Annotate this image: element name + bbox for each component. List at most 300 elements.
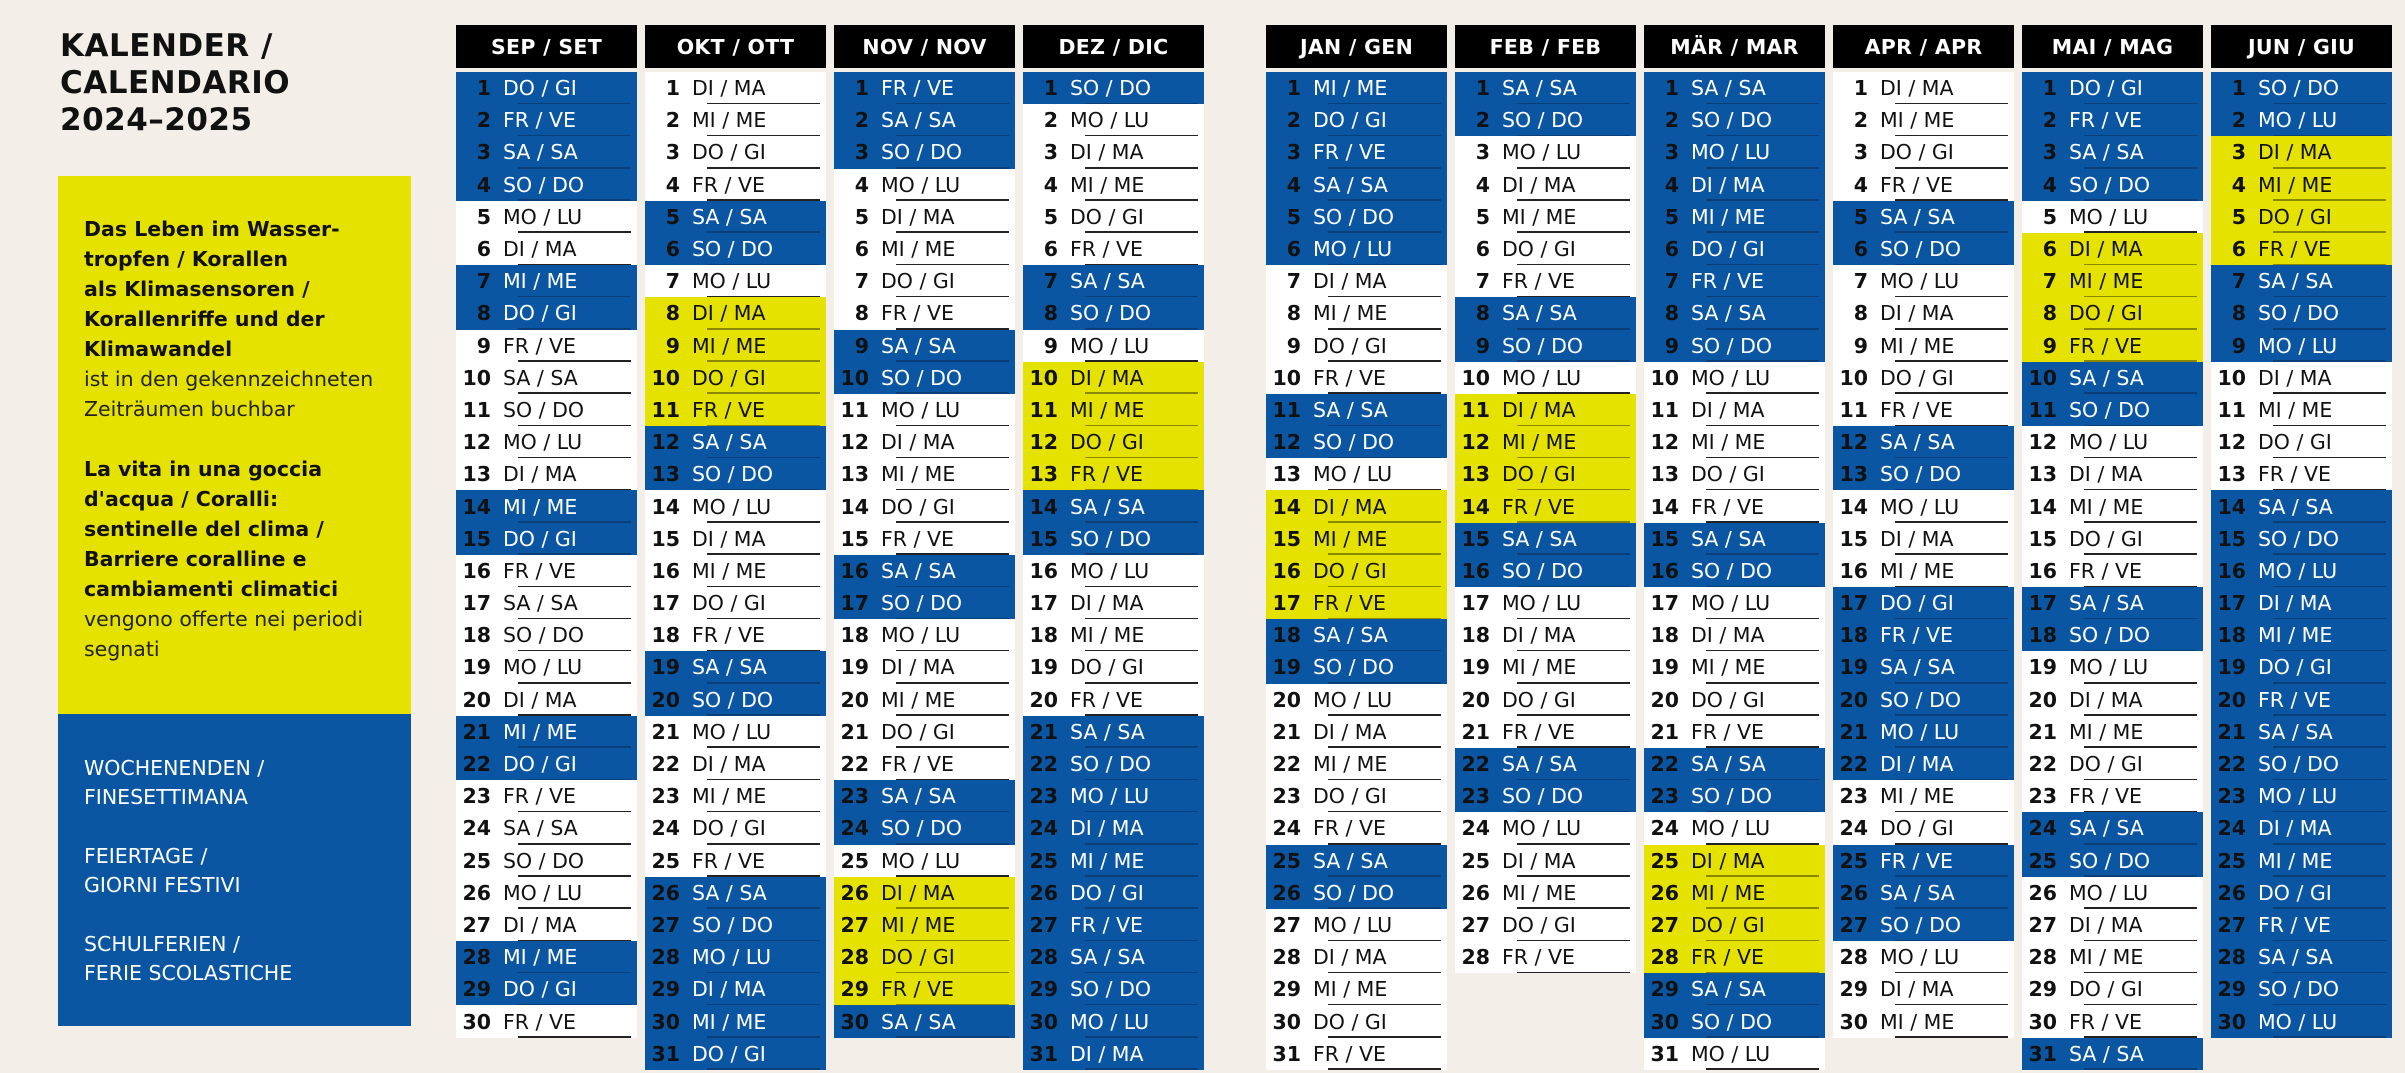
day-row	[1455, 362, 1636, 394]
day-number: 20	[1272, 687, 1301, 712]
day-number: 16	[1839, 558, 1868, 583]
day-row	[834, 394, 1015, 426]
day-number: 24	[840, 816, 869, 841]
day-row	[2211, 651, 2392, 683]
day-number: 25	[1272, 848, 1301, 873]
day-number: 11	[2217, 397, 2246, 422]
day-number: 13	[1839, 462, 1868, 487]
weekday-label: MI / ME	[2258, 172, 2333, 197]
day-number: 4	[1475, 172, 1490, 197]
day-row	[456, 490, 637, 522]
day-row	[2022, 490, 2203, 522]
weekday-label: FR / VE	[1880, 172, 1953, 197]
day-number: 20	[462, 687, 491, 712]
weekday-label: MI / ME	[692, 108, 767, 133]
day-number: 26	[1650, 880, 1679, 905]
title-line-2: CALENDARIO	[60, 65, 291, 101]
day-row	[1023, 297, 1204, 329]
weekday-label: DO / GI	[881, 494, 955, 519]
weekday-label: DO / GI	[881, 719, 955, 744]
day-number: 29	[651, 977, 680, 1002]
weekday-label: DI / MA	[1070, 365, 1144, 390]
day-row	[1833, 394, 2014, 426]
day-number: 17	[1839, 591, 1868, 616]
day-number: 28	[2028, 945, 2057, 970]
weekday-label: SA / SA	[1880, 880, 1955, 905]
weekday-label: SO / DO	[2258, 752, 2340, 777]
weekday-label: SA / SA	[1880, 655, 1955, 680]
day-row	[1644, 651, 1825, 683]
weekday-label: DI / MA	[1691, 172, 1765, 197]
day-row	[1833, 941, 2014, 973]
day-row	[1455, 330, 1636, 362]
day-number: 11	[462, 397, 491, 422]
day-row	[456, 909, 637, 941]
weekday-label: FR / VE	[1691, 269, 1764, 294]
day-number: 27	[462, 912, 491, 937]
day-number: 10	[1029, 365, 1058, 390]
month-header: MÄR / MAR	[1644, 25, 1825, 68]
weekday-label: FR / VE	[503, 333, 576, 358]
weekday-label: FR / VE	[2069, 333, 2142, 358]
weekday-label: SO / DO	[1070, 977, 1152, 1002]
day-row	[456, 973, 637, 1005]
weekday-label: DO / GI	[1313, 784, 1387, 809]
weekday-label: MI / ME	[1691, 430, 1766, 455]
day-number: 20	[2217, 687, 2246, 712]
day-number: 9	[1286, 333, 1301, 358]
day-number: 5	[2231, 204, 2246, 229]
day-number: 8	[1664, 301, 1679, 326]
day-number: 10	[2028, 365, 2057, 390]
day-number: 25	[1839, 848, 1868, 873]
day-row	[2211, 909, 2392, 941]
day-row	[456, 1005, 637, 1037]
day-row	[2022, 523, 2203, 555]
day-row	[834, 684, 1015, 716]
day-number: 26	[1461, 880, 1490, 905]
weekday-label: SO / DO	[881, 816, 963, 841]
day-number: 27	[1839, 912, 1868, 937]
weekday-label: MI / ME	[1313, 76, 1388, 101]
day-number: 6	[665, 237, 680, 262]
day-row	[456, 587, 637, 619]
day-row	[1644, 716, 1825, 748]
day-row	[1023, 587, 1204, 619]
day-row	[834, 201, 1015, 233]
day-number: 16	[1650, 558, 1679, 583]
weekday-label: SA / SA	[2069, 365, 2144, 390]
day-number: 5	[476, 204, 491, 229]
day-number: 2	[2042, 108, 2057, 133]
day-number: 8	[1475, 301, 1490, 326]
day-number: 29	[1029, 977, 1058, 1002]
day-number: 16	[840, 558, 869, 583]
day-row	[1023, 104, 1204, 136]
weekday-label: SA / SA	[1502, 752, 1577, 777]
weekday-label: MI / ME	[1070, 848, 1145, 873]
weekday-label: SA / SA	[2258, 494, 2333, 519]
weekday-label: SO / DO	[1502, 558, 1584, 583]
day-row	[1455, 780, 1636, 812]
day-number: 21	[1839, 719, 1868, 744]
weekday-label: DO / GI	[2069, 526, 2143, 551]
day-row	[834, 104, 1015, 136]
day-row	[2211, 169, 2392, 201]
day-row	[1833, 845, 2014, 877]
day-number: 14	[1272, 494, 1301, 519]
day-number: 21	[462, 719, 491, 744]
day-number: 2	[1853, 108, 1868, 133]
day-number: 18	[651, 623, 680, 648]
day-row	[1266, 877, 1447, 909]
day-row	[1023, 169, 1204, 201]
day-row	[1833, 330, 2014, 362]
day-number: 1	[476, 76, 491, 101]
weekday-label: DO / GI	[1313, 333, 1387, 358]
day-number: 13	[462, 462, 491, 487]
day-number: 10	[1272, 365, 1301, 390]
day-row	[1644, 555, 1825, 587]
day-number: 26	[1029, 880, 1058, 905]
weekday-label: MI / ME	[2258, 623, 2333, 648]
weekday-label: SA / SA	[1880, 430, 1955, 455]
day-number: 20	[651, 687, 680, 712]
weekday-label: FR / VE	[692, 848, 765, 873]
day-row	[645, 1038, 826, 1070]
day-number: 31	[1272, 1041, 1301, 1066]
day-number: 20	[2028, 687, 2057, 712]
weekday-label: DI / MA	[2258, 591, 2332, 616]
weekday-label: DI / MA	[1691, 848, 1765, 873]
day-number: 7	[2231, 269, 2246, 294]
weekday-label: FR / VE	[1880, 397, 1953, 422]
info-de-bold-4: Korallenriffe und der	[84, 307, 325, 331]
day-number: 15	[1461, 526, 1490, 551]
weekday-label: DO / GI	[2258, 880, 2332, 905]
day-number: 28	[2217, 945, 2246, 970]
day-row	[1266, 587, 1447, 619]
day-row	[645, 619, 826, 651]
day-number: 21	[1272, 719, 1301, 744]
day-number: 1	[665, 76, 680, 101]
month-header: NOV / NOV	[834, 25, 1015, 68]
weekday-label: FR / VE	[1070, 687, 1143, 712]
day-number: 9	[1664, 333, 1679, 358]
weekday-label: FR / VE	[692, 172, 765, 197]
day-number: 28	[462, 945, 491, 970]
info-de-bold-5: Klimawandel	[84, 337, 233, 361]
day-number: 19	[1650, 655, 1679, 680]
weekday-label: DI / MA	[1502, 172, 1576, 197]
day-number: 17	[651, 591, 680, 616]
weekday-label: FR / VE	[881, 977, 954, 1002]
month-column	[1833, 25, 2014, 1038]
day-row	[645, 72, 826, 104]
weekday-label: FR / VE	[1313, 591, 1386, 616]
day-row	[1644, 233, 1825, 265]
day-row	[1266, 812, 1447, 844]
day-row	[1644, 265, 1825, 297]
day-number: 5	[1286, 204, 1301, 229]
weekday-label: SO / DO	[2069, 623, 2151, 648]
day-row	[1644, 523, 1825, 555]
weekday-label: DI / MA	[692, 752, 766, 777]
weekday-label: SA / SA	[2069, 140, 2144, 165]
day-row	[1455, 233, 1636, 265]
day-row	[1455, 877, 1636, 909]
day-row	[2211, 104, 2392, 136]
weekday-label: SA / SA	[692, 655, 767, 680]
weekday-label: DI / MA	[1502, 848, 1576, 873]
day-row	[2211, 845, 2392, 877]
weekday-label: SA / SA	[1313, 848, 1388, 873]
day-number: 16	[1461, 558, 1490, 583]
day-number: 6	[2231, 237, 2246, 262]
day-number: 21	[1461, 719, 1490, 744]
day-row	[1833, 877, 2014, 909]
weekday-label: DI / MA	[503, 687, 577, 712]
weekday-label: DO / GI	[881, 945, 955, 970]
weekday-label: SA / SA	[1070, 494, 1145, 519]
day-row	[1833, 651, 2014, 683]
day-row	[2022, 169, 2203, 201]
weekday-label: DI / MA	[2069, 237, 2143, 262]
day-row	[456, 845, 637, 877]
day-number: 11	[1839, 397, 1868, 422]
day-row	[2022, 812, 2203, 844]
day-number: 7	[1043, 269, 1058, 294]
day-number: 6	[476, 237, 491, 262]
day-row	[1266, 490, 1447, 522]
weekday-label: SA / SA	[1313, 397, 1388, 422]
day-row	[1455, 72, 1636, 104]
weekday-label: FR / VE	[2258, 237, 2331, 262]
day-number: 27	[1272, 912, 1301, 937]
day-number: 9	[2042, 333, 2057, 358]
day-row	[1455, 426, 1636, 458]
weekday-label: SO / DO	[1691, 558, 1773, 583]
day-number: 10	[462, 365, 491, 390]
day-number: 27	[1461, 912, 1490, 937]
day-number: 6	[854, 237, 869, 262]
day-row	[456, 941, 637, 973]
day-row	[834, 458, 1015, 490]
day-number: 18	[840, 623, 869, 648]
day-number: 16	[2217, 558, 2246, 583]
weekday-label: SO / DO	[692, 237, 774, 262]
weekday-label: FR / VE	[1880, 848, 1953, 873]
weekday-label: SO / DO	[1313, 430, 1395, 455]
day-row	[1266, 780, 1447, 812]
weekday-label: SA / SA	[1691, 301, 1766, 326]
day-number: 27	[651, 912, 680, 937]
weekday-label: DO / GI	[503, 526, 577, 551]
weekday-label: MO / LU	[1880, 945, 1960, 970]
legend-school-it: FERIE SCOLASTICHE	[84, 961, 293, 985]
day-number: 7	[1475, 269, 1490, 294]
weekday-label: MO / LU	[1691, 816, 1771, 841]
day-number: 7	[665, 269, 680, 294]
month-header: DEZ / DIC	[1023, 25, 1204, 68]
day-row	[645, 941, 826, 973]
day-row	[2022, 426, 2203, 458]
day-number: 19	[1461, 655, 1490, 680]
day-row	[1023, 458, 1204, 490]
day-number: 18	[2217, 623, 2246, 648]
day-number: 6	[2042, 237, 2057, 262]
weekday-label: DI / MA	[881, 880, 955, 905]
day-row	[645, 297, 826, 329]
day-number: 8	[665, 301, 680, 326]
day-row	[645, 104, 826, 136]
day-number: 15	[1272, 526, 1301, 551]
weekday-label: DI / MA	[1070, 140, 1144, 165]
day-row	[645, 587, 826, 619]
day-number: 11	[651, 397, 680, 422]
weekday-label: DI / MA	[1313, 945, 1387, 970]
weekday-label: FR / VE	[1880, 623, 1953, 648]
day-number: 10	[1839, 365, 1868, 390]
day-number: 9	[665, 333, 680, 358]
weekday-label: MO / LU	[1070, 1009, 1150, 1034]
day-row	[2022, 136, 2203, 168]
day-row	[1266, 684, 1447, 716]
day-number: 3	[2231, 140, 2246, 165]
day-number: 23	[651, 784, 680, 809]
day-number: 11	[1650, 397, 1679, 422]
day-number: 19	[651, 655, 680, 680]
day-row	[1833, 104, 2014, 136]
weekday-label: DO / GI	[1880, 591, 1954, 616]
day-number: 22	[462, 752, 491, 777]
day-row	[645, 1005, 826, 1037]
legend-weekends	[84, 754, 385, 812]
day-number: 19	[1029, 655, 1058, 680]
day-number: 18	[462, 623, 491, 648]
day-row	[1455, 587, 1636, 619]
day-row	[1023, 330, 1204, 362]
weekday-label: SO / DO	[2258, 76, 2340, 101]
weekday-label: MI / ME	[2258, 397, 2333, 422]
day-row	[2211, 490, 2392, 522]
day-row	[456, 555, 637, 587]
day-number: 31	[651, 1041, 680, 1066]
day-row	[1455, 458, 1636, 490]
day-number: 2	[1286, 108, 1301, 133]
weekday-label: DO / GI	[503, 301, 577, 326]
day-row	[1833, 490, 2014, 522]
day-number: 1	[854, 76, 869, 101]
weekday-label: DI / MA	[2258, 365, 2332, 390]
day-row	[2211, 684, 2392, 716]
weekday-label: MO / LU	[2069, 430, 2149, 455]
day-number: 9	[1043, 333, 1058, 358]
weekday-label: SA / SA	[1070, 945, 1145, 970]
weekday-label: SO / DO	[881, 591, 963, 616]
day-number: 12	[1650, 430, 1679, 455]
info-de-bold-2: tropfen / Korallen	[84, 247, 288, 271]
day-row	[1644, 72, 1825, 104]
day-row	[645, 201, 826, 233]
day-number: 11	[840, 397, 869, 422]
weekday-label: FR / VE	[692, 397, 765, 422]
day-row	[1455, 845, 1636, 877]
weekday-label: SO / DO	[1502, 333, 1584, 358]
weekday-label: MI / ME	[2258, 848, 2333, 873]
day-row	[1644, 684, 1825, 716]
day-number: 18	[1029, 623, 1058, 648]
info-it-light-1: vengono offerte nei periodi	[84, 607, 364, 631]
day-row	[1644, 426, 1825, 458]
day-row	[2022, 362, 2203, 394]
month-header: OKT / OTT	[645, 25, 826, 68]
month-column	[1266, 25, 1447, 1070]
day-number: 30	[840, 1009, 869, 1034]
day-number: 17	[462, 591, 491, 616]
day-row	[1023, 201, 1204, 233]
day-row	[2211, 201, 2392, 233]
day-number: 18	[1839, 623, 1868, 648]
day-row	[2022, 941, 2203, 973]
weekday-label: MI / ME	[692, 558, 767, 583]
weekday-label: MO / LU	[1502, 816, 1582, 841]
day-number: 8	[476, 301, 491, 326]
day-row	[1266, 362, 1447, 394]
day-number: 8	[2042, 301, 2057, 326]
weekday-label: MO / LU	[1313, 912, 1393, 937]
day-number: 7	[1853, 269, 1868, 294]
weekday-label: DO / GI	[2069, 752, 2143, 777]
day-row	[1644, 297, 1825, 329]
weekday-label: FR / VE	[2069, 784, 2142, 809]
day-row	[2022, 619, 2203, 651]
day-row	[2022, 684, 2203, 716]
weekday-label: SO / DO	[2069, 848, 2151, 873]
day-row	[1644, 748, 1825, 780]
day-row	[1455, 684, 1636, 716]
day-number: 26	[1839, 880, 1868, 905]
weekday-label: DI / MA	[1691, 623, 1765, 648]
day-row	[2022, 877, 2203, 909]
day-row	[456, 426, 637, 458]
day-row	[834, 780, 1015, 812]
weekday-label: MO / LU	[692, 945, 772, 970]
day-number: 15	[2028, 526, 2057, 551]
day-number: 29	[2217, 977, 2246, 1002]
day-row	[645, 877, 826, 909]
weekday-label: SA / SA	[692, 430, 767, 455]
weekday-label: MO / LU	[2258, 333, 2338, 358]
day-row	[2022, 330, 2203, 362]
day-row	[645, 780, 826, 812]
day-row	[1023, 780, 1204, 812]
weekday-label: SO / DO	[692, 462, 774, 487]
day-number: 7	[476, 269, 491, 294]
weekday-label: SO / DO	[1880, 687, 1962, 712]
weekday-label: DO / GI	[692, 591, 766, 616]
day-number: 2	[854, 108, 869, 133]
day-number: 3	[1853, 140, 1868, 165]
day-row	[1023, 72, 1204, 104]
day-number: 11	[2028, 397, 2057, 422]
weekday-label: FR / VE	[692, 623, 765, 648]
day-number: 29	[1650, 977, 1679, 1002]
day-row	[834, 587, 1015, 619]
weekday-label: FR / VE	[1502, 494, 1575, 519]
day-number: 15	[2217, 526, 2246, 551]
weekday-label: SA / SA	[1880, 204, 1955, 229]
